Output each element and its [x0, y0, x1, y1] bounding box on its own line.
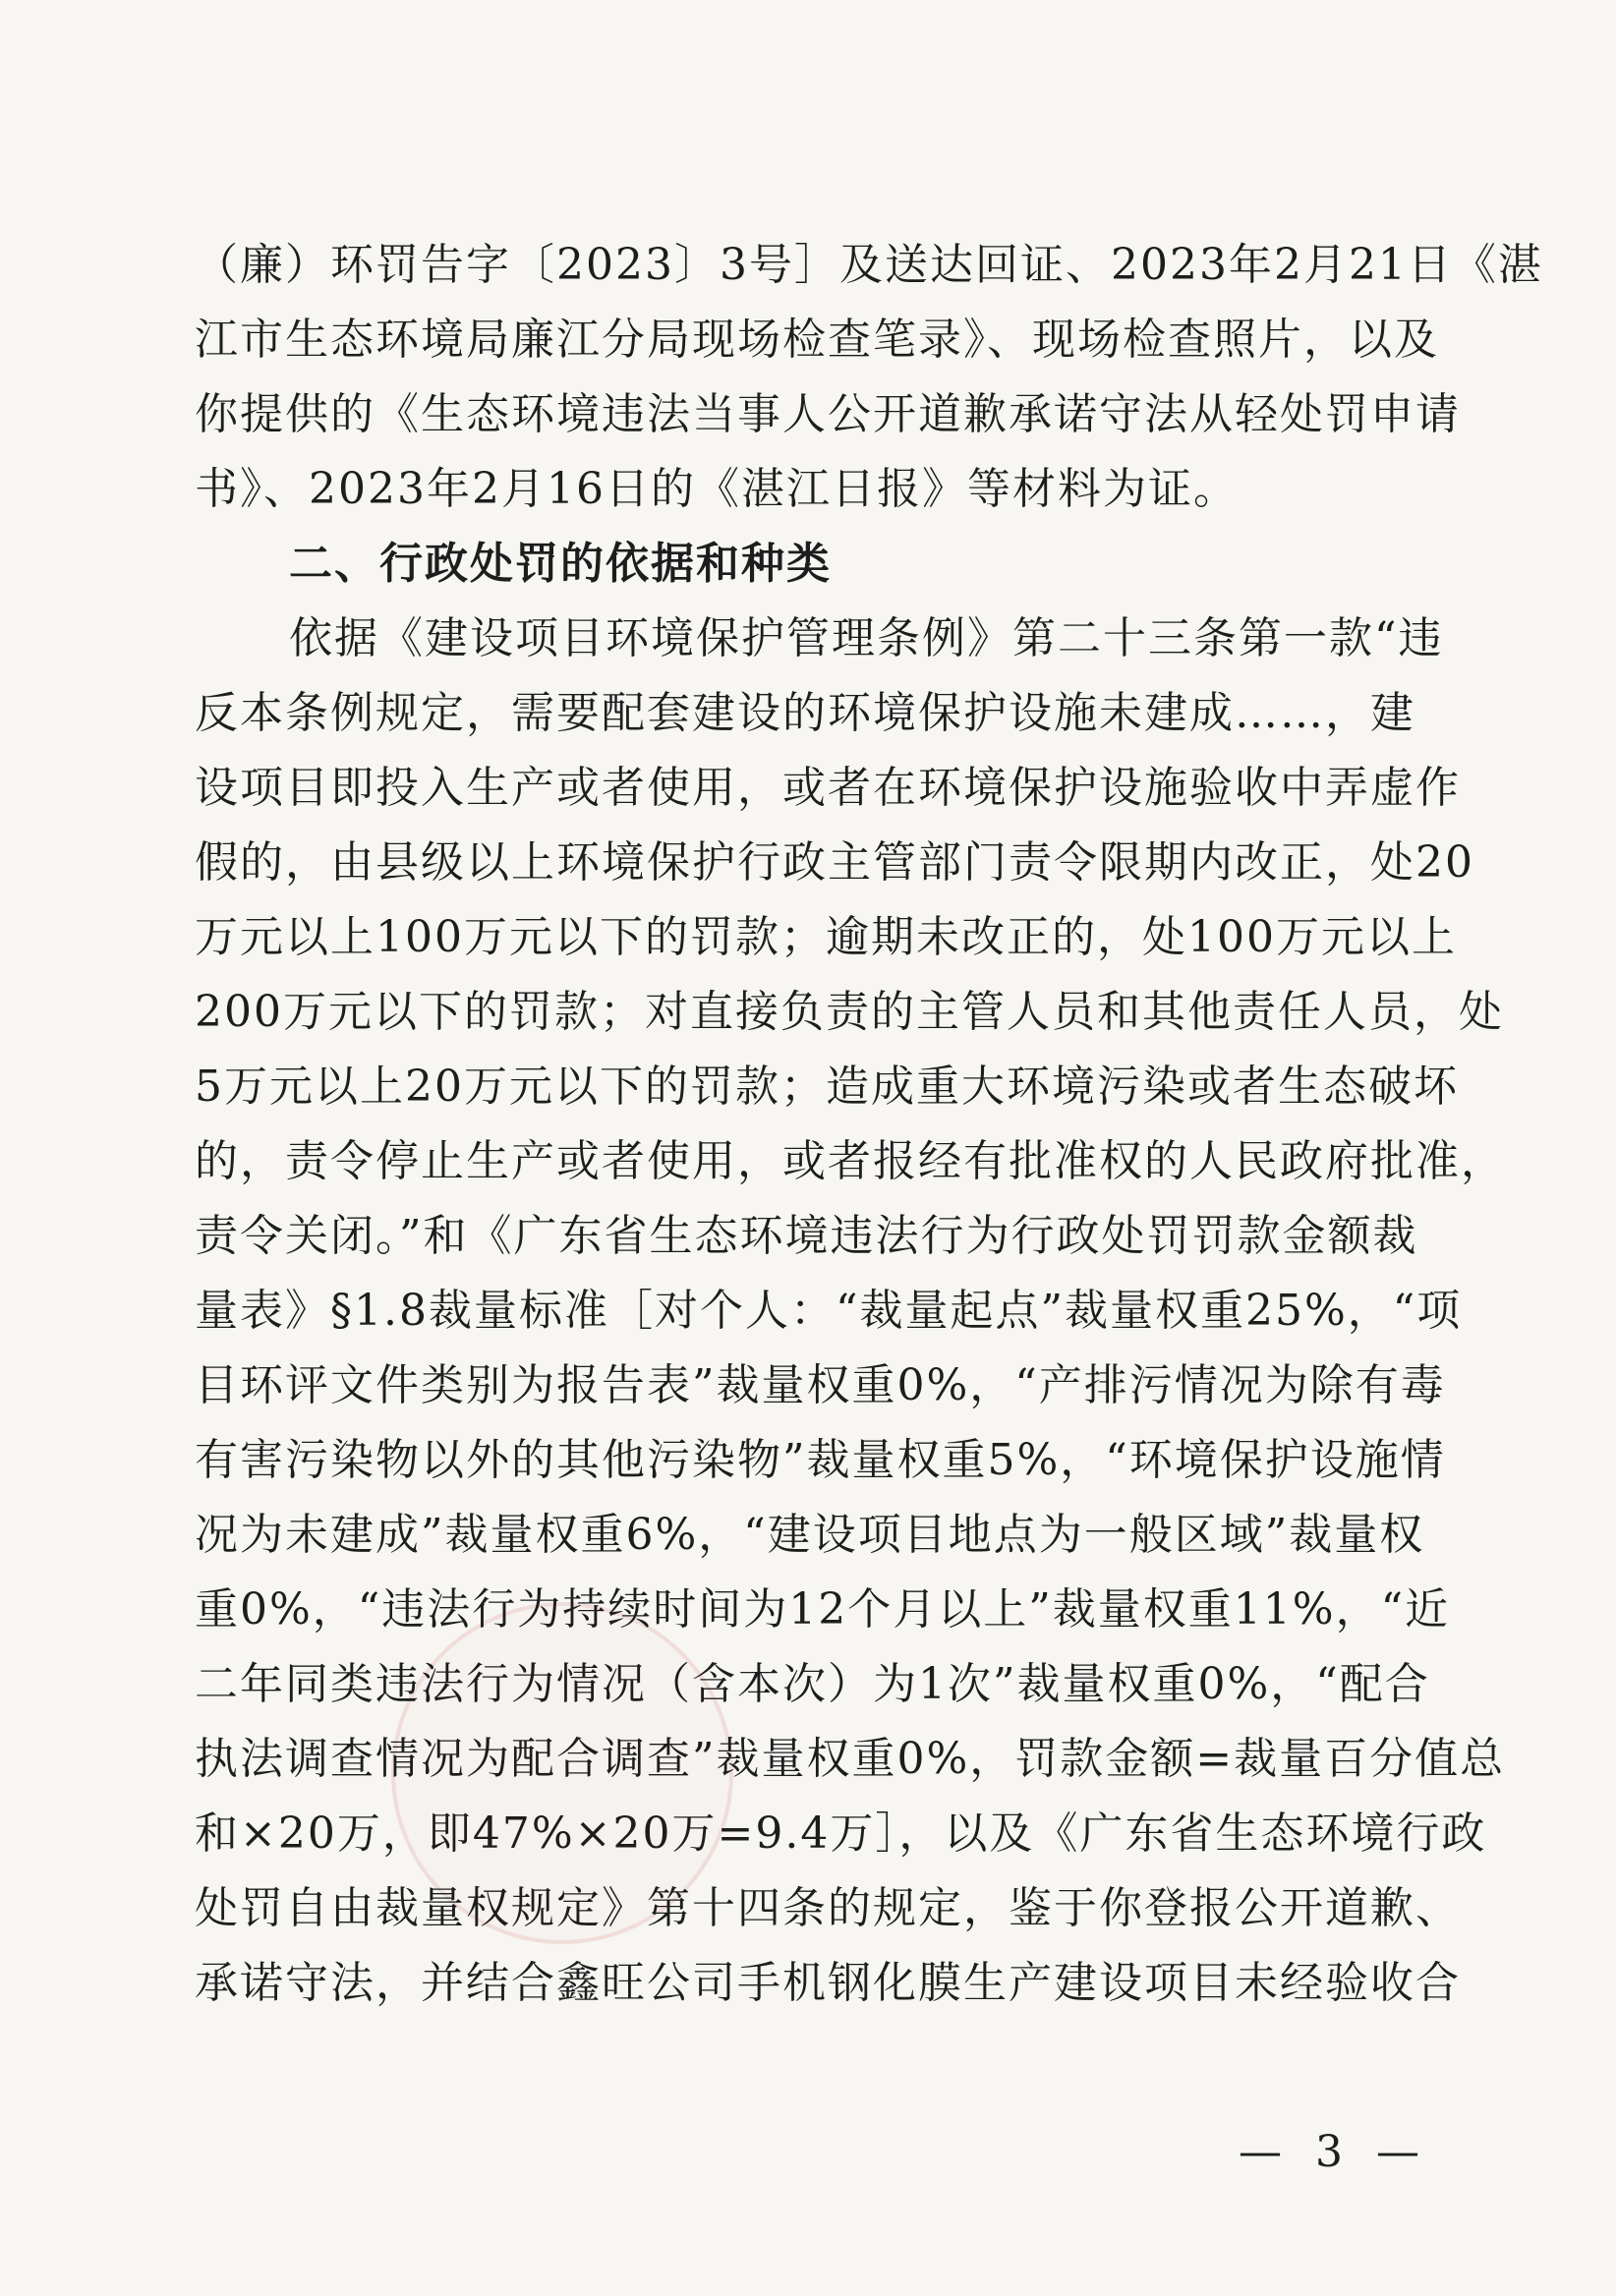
text-line-20: 二年同类违法行为情况（含本次）为1次”裁量权重0%，“配合	[195, 1659, 1430, 1709]
text-line-10: 万元以上100万元以下的罚款；逾期未改正的，处100万元以上	[195, 912, 1457, 962]
text-line-11: 200万元以下的罚款；对直接负责的主管人员和其他责任人员，处	[195, 987, 1504, 1037]
text-line-3: 你提供的《生态环境违法当事人公开道歉承诺守法从轻处罚申请	[195, 389, 1461, 439]
text-line-1: （廉）环罚告字〔2023〕3号］及送达回证、2023年2月21日《湛	[195, 240, 1543, 290]
text-line-13: 的，责令停止生产或者使用，或者报经有批准权的人民政府批准，	[195, 1136, 1506, 1186]
text-line-18: 况为未建成”裁量权重6%，“建设项目地点为一般区域”裁量权	[195, 1510, 1425, 1560]
text-line-17: 有害污染物以外的其他污染物”裁量权重5%，“环境保护设施情	[195, 1435, 1446, 1485]
text-line-16: 目环评文件类别为报告表”裁量权重0%，“产排污情况为除有毒	[195, 1360, 1446, 1410]
text-line-12: 5万元以上20万元以下的罚款；造成重大环境污染或者生态破坏	[195, 1062, 1459, 1112]
text-line-14: 责令关闭。”和《广东省生态环境违法行为行政处罚罚款金额裁	[195, 1211, 1418, 1261]
text-line-4: 书》、2023年2月16日的《湛江日报》等材料为证。	[195, 464, 1239, 514]
page-number: — 3 —	[1239, 2127, 1429, 2177]
text-line-8: 设项目即投入生产或者使用，或者在环境保护设施验收中弄虚作	[195, 763, 1461, 813]
text-line-22: 和×20万，即47%×20万=9.4万］，以及《广东省生态环境行政	[195, 1808, 1487, 1859]
text-line-24: 承诺守法，并结合鑫旺公司手机钢化膜生产建设项目未经验收合	[195, 1958, 1461, 2008]
text-line-7: 反本条例规定，需要配套建设的环境保护设施未建成……，建	[195, 688, 1415, 738]
text-line-19: 重0%，“违法行为持续时间为12个月以上”裁量权重11%，“近	[195, 1584, 1451, 1635]
text-line-21: 执法调查情况为配合调查”裁量权重0%，罚款金额=裁量百分值总	[195, 1734, 1506, 1784]
text-line-9: 假的，由县级以上环境保护行政主管部门责令限期内改正，处20	[195, 837, 1474, 888]
text-line-6: 依据《建设项目环境保护管理条例》第二十三条第一款“违	[289, 613, 1444, 663]
text-line-2: 江市生态环境局廉江分局现场检查笔录》、现场检查照片，以及	[195, 315, 1439, 365]
section-heading: 二、行政处罚的依据和种类	[289, 539, 832, 589]
body-text	[195, 228, 1543, 2021]
text-line-15: 量表》§1.8裁量标准［对个人：“裁量起点”裁量权重25%，“项	[195, 1286, 1463, 1336]
text-line-23: 处罚自由裁量权规定》第十四条的规定，鉴于你登报公开道歉、	[195, 1883, 1461, 1933]
